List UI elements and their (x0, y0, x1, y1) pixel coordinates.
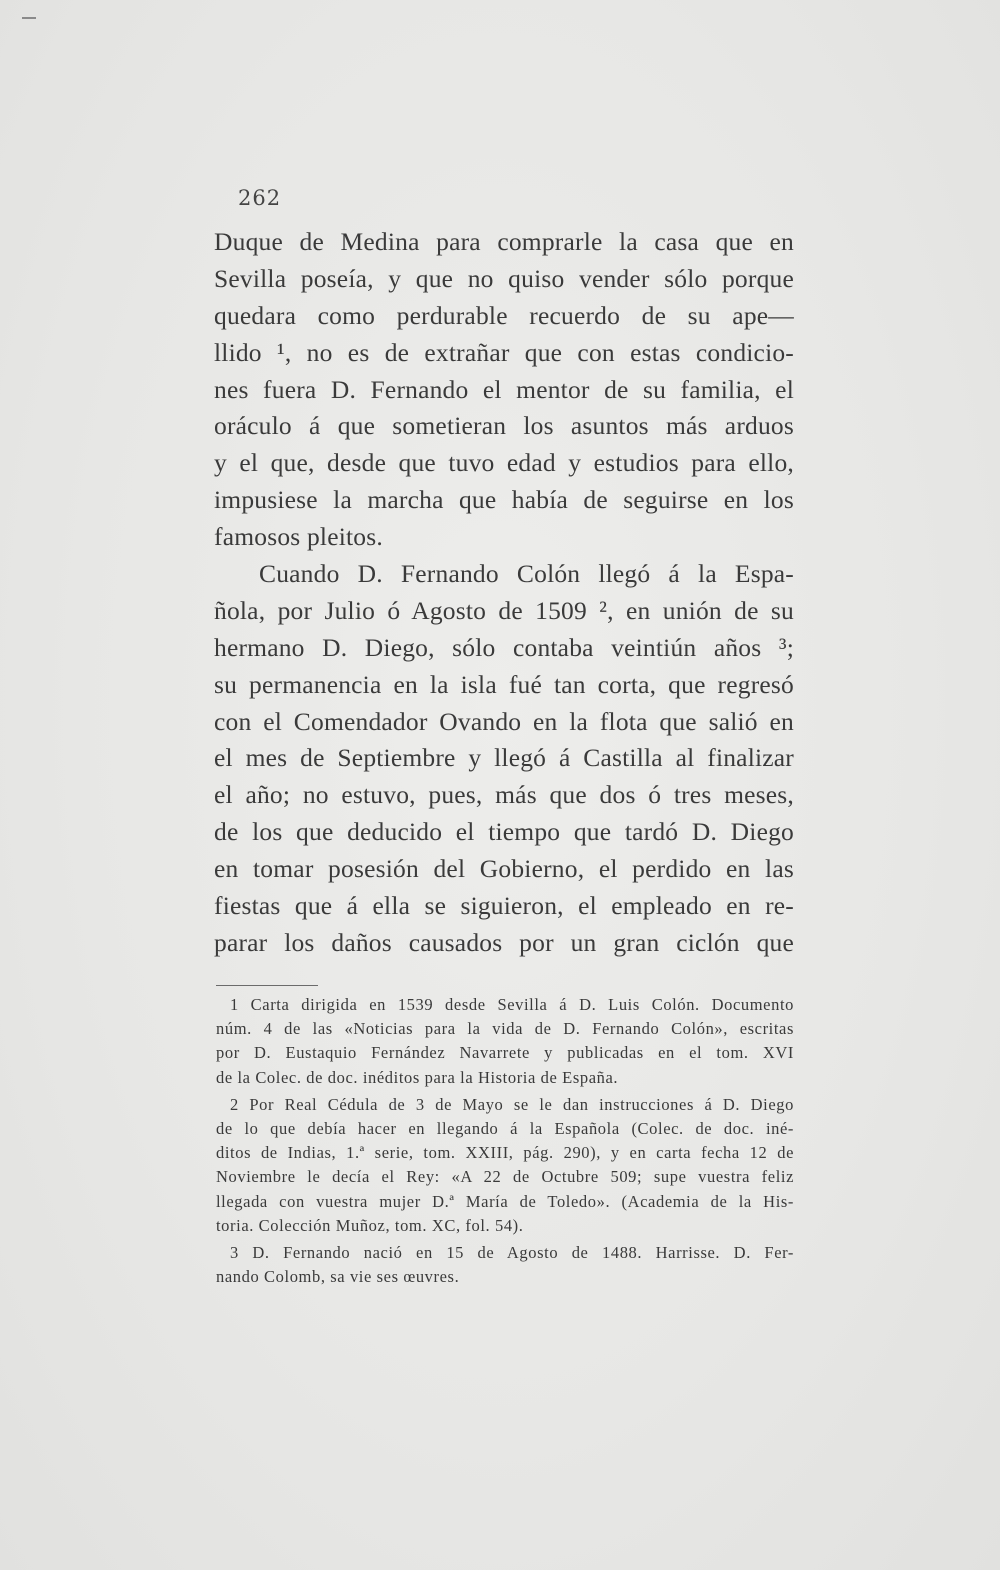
text-line: fiestas que á ella se siguieron, el empleado en re- (214, 891, 794, 921)
footnote-line: por D. Eustaquio Fernández Navarrete y publicadas en el tom. XVI (216, 1043, 794, 1063)
footnote-line: nando Colomb, sa vie ses œuvres. (216, 1267, 460, 1287)
footnote-2 (216, 1093, 794, 1238)
scan-edge-mark (22, 17, 36, 19)
text-line: famosos pleitos. (214, 522, 383, 552)
footnote-line: núm. 4 de las «Noticias para la vida de D. Fernando Colón», escritas (216, 1019, 794, 1039)
footnote-line: 3 D. Fernando nació en 15 de Agosto de 1488. Harrisse. D. Fer- (230, 1242, 794, 1262)
text-line: oráculo á que sometieran los asuntos más arduos (214, 411, 794, 441)
footnote-separator (216, 985, 318, 986)
text-line: en tomar posesión del Gobierno, el perdido en las (214, 854, 794, 884)
footnote-line: de la Colec. de doc. inéditos para la Historia de España. (216, 1067, 619, 1087)
footnotes (216, 993, 794, 1289)
text-line: ñola, por Julio ó Agosto de 1509 ², en unión de su (214, 595, 794, 625)
text-line: parar los daños causados por un gran ciclón que (214, 927, 794, 957)
text-line: su permanencia en la isla fué tan corta, que regresó (214, 669, 794, 699)
footnote-line: de lo que debía hacer en llegando á la Española (Colec. de doc. iné- (216, 1118, 794, 1138)
text-line: Duque de Medina para comprarle la casa que en (214, 227, 794, 256)
text-line: y el que, desde que tuvo edad y estudios para ello, (214, 448, 794, 478)
footnote-line: 1 Carta dirigida en 1539 desde Sevilla á D. Luis Colón. Documento (230, 995, 794, 1014)
text-line: impusiese la marcha que había de seguirse en los (214, 485, 794, 515)
main-text (214, 224, 794, 962)
footnote-line: toria. Colección Muñoz, tom. XC, fol. 54). (216, 1215, 524, 1235)
text-line: hermano D. Diego, sólo contaba veintiún años ³; (214, 632, 794, 662)
page-number: 262 (238, 186, 282, 210)
text-line: Sevilla poseía, y que no quiso vender sólo porque (214, 263, 794, 293)
text-line: con el Comendador Ovando en la flota que salió en (214, 706, 794, 736)
footnote-line: 2 Por Real Cédula de 3 de Mayo se le dan instrucciones á D. Diego (230, 1094, 794, 1114)
text-line: quedara como perdurable recuerdo de su ape— (214, 300, 794, 330)
footnote-1 (216, 993, 794, 1090)
footnote-3 (216, 1241, 794, 1289)
text-line: Cuando D. Fernando Colón llegó á la Espa- (259, 559, 794, 589)
text-line: llido ¹, no es de extrañar que con estas condicio- (214, 337, 794, 367)
footnote-line: Noviembre le decía el Rey: «A 22 de Octubre 509; supe vuestra feliz (216, 1167, 794, 1187)
text-line: de los que deducido el tiempo que tardó D. Diego (214, 817, 794, 847)
footnote-line: llegada con vuestra mujer D.ª María de Toledo». (Academia de la His- (216, 1191, 794, 1211)
text-line: el mes de Septiembre y llegó á Castilla al finalizar (214, 743, 794, 773)
footnote-line: ditos de Indias, 1.ª serie, tom. XXIII, pág. 290), y en carta fecha 12 de (216, 1143, 794, 1163)
text-line: el año; no estuvo, pues, más que dos ó tres meses, (214, 780, 794, 810)
text-line: nes fuera D. Fernando el mentor de su familia, el (214, 374, 794, 404)
